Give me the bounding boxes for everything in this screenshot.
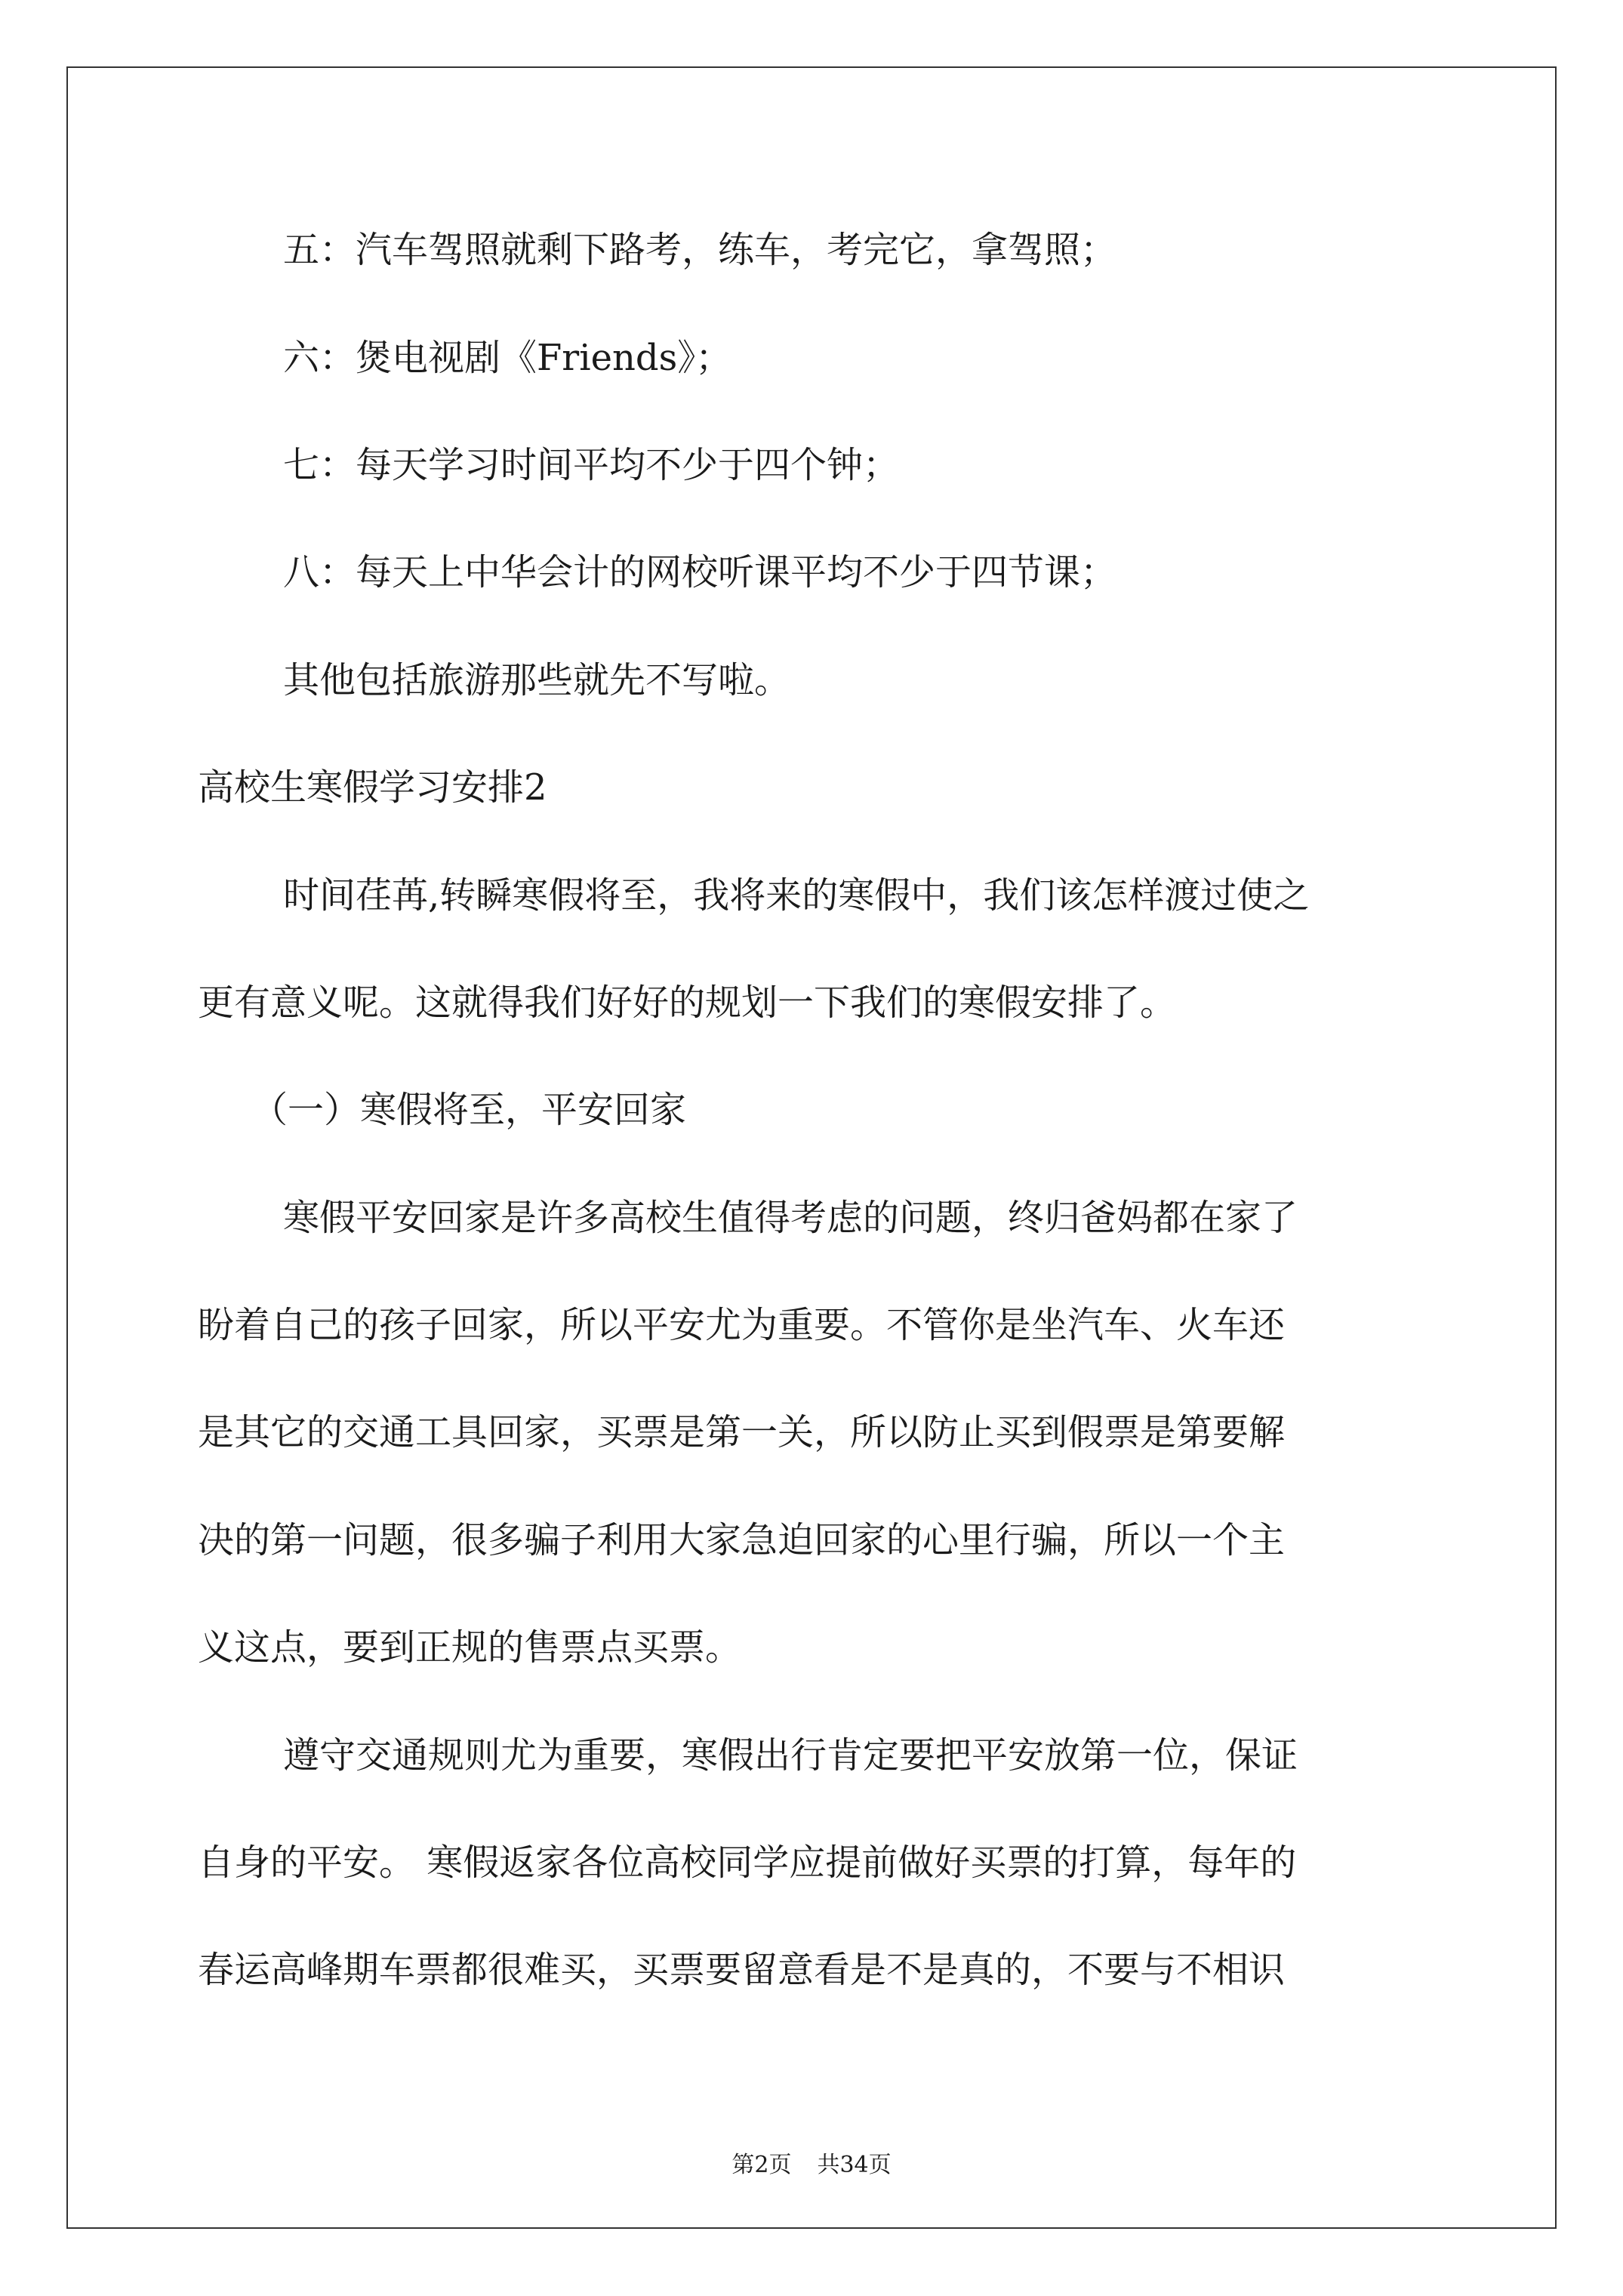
paragraph-line: 义这点，要到正规的售票点买票。	[198, 1626, 742, 1669]
list-item-seven: 七：每天学习时间平均不少于四个钟；	[283, 444, 900, 486]
paragraph-line: 遵守交通规则尤为重要，寒假出行肯定要把平安放第一位，保证	[283, 1734, 1298, 1777]
paragraph-line: 是其它的交通工具回家，买票是第一关，所以防止买到假票是第要解	[198, 1411, 1286, 1453]
paragraph-line: 寒假平安回家是许多高校生值得考虑的问题，终归爸妈都在家了	[283, 1197, 1298, 1239]
list-item-five: 五：汽车驾照就剩下路考，练车，考完它，拿驾照；	[283, 229, 1117, 271]
list-item-six: 六：煲电视剧《Friends》；	[283, 337, 732, 379]
paragraph-line: 时间荏苒,转瞬寒假将至，我将来的寒假中，我们该怎样渡过使之	[283, 874, 1310, 917]
page-border	[66, 66, 1557, 2229]
page-number: 第2页	[731, 2152, 792, 2178]
paragraph-other: 其他包括旅游那些就先不写啦。	[283, 659, 791, 701]
page-footer	[0, 2150, 1623, 2180]
paragraph-line: 春运高峰期车票都很难买，买票要留意看是不是真的，不要与不相识	[198, 1949, 1286, 1991]
paragraph-line: 决的第一问题，很多骗子利用大家急迫回家的心里行骗，所以一个主	[198, 1519, 1286, 1561]
section-heading: 高校生寒假学习安排2	[198, 766, 547, 809]
subheading: （一）寒假将至，平安回家	[251, 1089, 687, 1131]
list-item-eight: 八：每天上中华会计的网校听课平均不少于四节课；	[283, 551, 1117, 593]
paragraph-line: 盼着自己的孩子回家，所以平安尤为重要。不管你是坐汽车、火车还	[198, 1304, 1286, 1346]
page-total: 共34页	[817, 2152, 892, 2178]
paragraph-line: 自身的平安。 寒假返家各位高校同学应提前做好买票的打算，每年的	[198, 1841, 1297, 1884]
paragraph-line: 更有意义呢。这就得我们好好的规划一下我们的寒假安排了。	[198, 982, 1177, 1024]
